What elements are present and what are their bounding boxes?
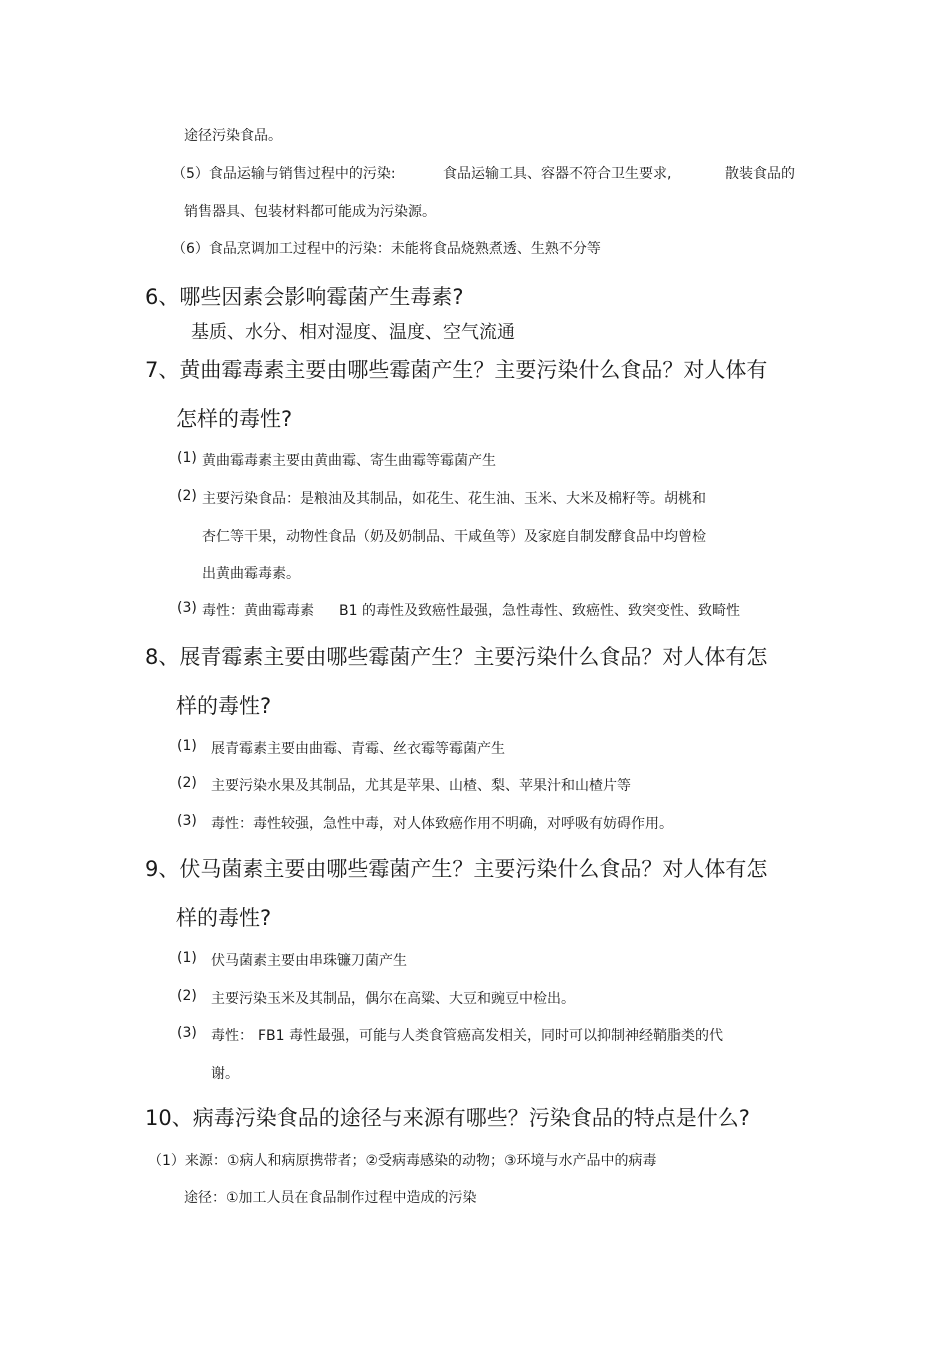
list-item: B1 的毒性及致癌性最强，急性毒性、致癌性、致突变性、致畸性 [339,603,740,619]
text-line: 途径污染食品。 [184,128,282,144]
text-line: （6）食品烹调加工过程中的污染：未能将食品烧熟煮透、生熟不分等 [172,241,601,257]
answer-text: 基质、水分、相对湿度、温度、空气流通 [191,322,515,343]
text-line: （5）食品运输与销售过程中的污染: [172,166,396,182]
question-heading: 7、黄曲霉毒素主要由哪些霉菌产生？主要污染什么食品？对人体有 [145,358,768,382]
list-item: 毒性：黄曲霉毒素 [202,603,314,619]
list-number: (3) [177,600,197,616]
list-item: 主要污染食品：是粮油及其制品，如花生、花生油、玉米、大米及棉籽等。胡桃和 [202,491,706,507]
list-number: (3) [177,813,197,829]
list-item: 主要污染水果及其制品，尤其是苹果、山楂、梨、苹果汁和山楂片等 [211,778,631,794]
question-heading: 10、病毒污染食品的途径与来源有哪些？污染食品的特点是什么? [145,1106,750,1130]
question-heading: 样的毒性? [176,694,272,718]
list-item: 伏马菌素主要由串珠镰刀菌产生 [211,953,407,969]
answer-text: 途径：①加工人员在食品制作过程中造成的污染 [184,1190,477,1206]
question-heading: 怎样的毒性? [176,407,293,431]
list-item: 主要污染玉米及其制品，偶尔在高粱、大豆和豌豆中检出。 [211,991,575,1007]
list-item: 展青霉素主要由曲霉、青霉、丝衣霉等霉菌产生 [211,741,505,757]
list-number: (2) [177,775,197,791]
list-number: (1) [177,738,197,754]
list-number: (3) [177,1025,197,1041]
list-number: (2) [177,988,197,1004]
list-item: FB1 毒性最强，可能与人类食管癌高发相关，同时可以抑制神经鞘脂类的代 [258,1028,724,1044]
list-item: 毒性： [211,1028,253,1044]
list-item: 杏仁等干果，动物性食品（奶及奶制品、干咸鱼等）及家庭自制发酵食品中均曾检 [202,529,706,545]
text-line: 食品运输工具、容器不符合卫生要求, [443,166,672,182]
text-line: 散装食品的 [725,166,795,182]
question-heading: 样的毒性? [176,906,272,930]
list-number: (2) [177,488,197,504]
list-number: (1) [177,950,197,966]
list-item: 黄曲霉毒素主要由黄曲霉、寄生曲霉等霉菌产生 [202,453,496,469]
answer-text: （1）来源：①病人和病原携带者；②受病毒感染的动物；③环境与水产品中的病毒 [148,1153,657,1169]
list-number: (1) [177,450,197,466]
question-heading: 9、伏马菌素主要由哪些霉菌产生？主要污染什么食品？对人体有怎 [145,857,768,881]
text-line: 销售器具、包装材料都可能成为污染源。 [184,204,436,220]
list-item: 谢。 [211,1066,239,1082]
question-heading: 8、展青霉素主要由哪些霉菌产生？主要污染什么食品？对人体有怎 [145,645,768,669]
list-item: 毒性：毒性较强，急性中毒，对人体致癌作用不明确，对呼吸有妨碍作用。 [211,816,673,832]
list-item: 出黄曲霉毒素。 [202,566,300,582]
question-heading: 6、哪些因素会影响霉菌产生毒素? [145,285,464,309]
